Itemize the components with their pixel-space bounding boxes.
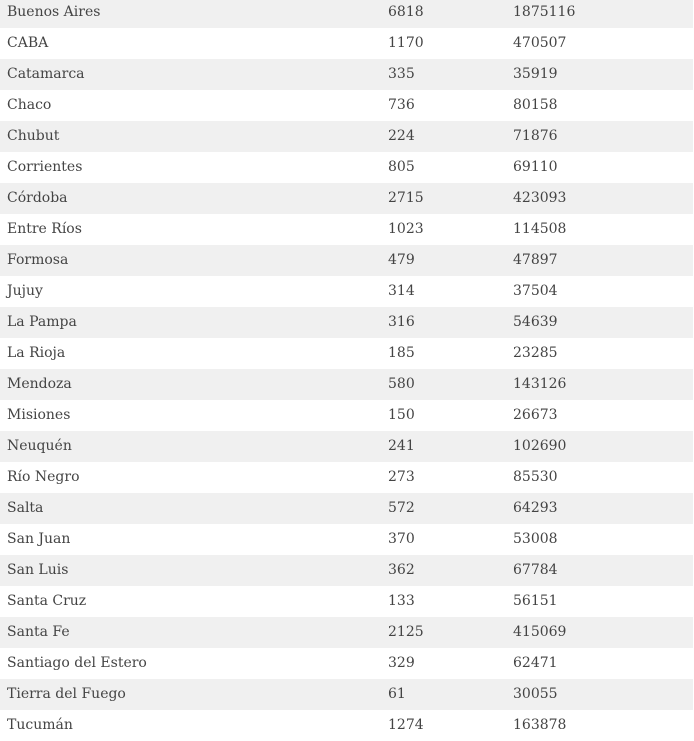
province-name: Tucumán	[7, 717, 73, 733]
value-column-1: 805	[388, 159, 415, 175]
province-name: Neuquén	[7, 438, 72, 454]
value-column-2: 71876	[513, 128, 558, 144]
value-column-2: 23285	[513, 345, 558, 361]
province-name: Río Negro	[7, 469, 80, 485]
province-name: La Rioja	[7, 345, 66, 361]
province-name: Corrientes	[7, 159, 83, 175]
value-column-1: 479	[388, 252, 415, 268]
value-column-2: 35919	[513, 66, 558, 82]
province-name: Entre Ríos	[7, 221, 82, 237]
province-name: Córdoba	[7, 190, 68, 206]
table-row	[0, 462, 693, 493]
value-column-1: 329	[388, 655, 415, 671]
province-name: Tierra del Fuego	[7, 686, 126, 702]
table-row	[0, 152, 693, 183]
value-column-2: 53008	[513, 531, 558, 547]
value-column-1: 224	[388, 128, 415, 144]
value-column-2: 26673	[513, 407, 558, 423]
province-name: Santa Cruz	[7, 593, 87, 609]
province-name: La Pampa	[7, 314, 77, 330]
table-row	[0, 276, 693, 307]
table-row	[0, 121, 693, 152]
value-column-1: 1170	[388, 35, 424, 51]
province-name: Jujuy	[7, 283, 43, 299]
table-row	[0, 431, 693, 462]
value-column-1: 1274	[388, 717, 424, 733]
value-column-2: 54639	[513, 314, 558, 330]
value-column-2: 102690	[513, 438, 567, 454]
table-row	[0, 710, 693, 741]
value-column-2: 67784	[513, 562, 558, 578]
value-column-1: 316	[388, 314, 415, 330]
value-column-2: 37504	[513, 283, 558, 299]
value-column-1: 370	[388, 531, 415, 547]
value-column-1: 2715	[388, 190, 424, 206]
value-column-2: 163878	[513, 717, 567, 733]
province-name: Misiones	[7, 407, 71, 423]
value-column-1: 580	[388, 376, 415, 392]
table-row	[0, 369, 693, 400]
province-name: Catamarca	[7, 66, 85, 82]
province-name: Formosa	[7, 252, 69, 268]
value-column-2: 415069	[513, 624, 567, 640]
table-row	[0, 648, 693, 679]
table-row	[0, 183, 693, 214]
value-column-1: 314	[388, 283, 415, 299]
table-row	[0, 679, 693, 710]
value-column-2: 80158	[513, 97, 558, 113]
value-column-2: 1875116	[513, 4, 576, 20]
value-column-1: 150	[388, 407, 415, 423]
table-row	[0, 90, 693, 121]
value-column-1: 185	[388, 345, 415, 361]
province-name: Salta	[7, 500, 44, 516]
value-column-2: 470507	[513, 35, 567, 51]
value-column-2: 56151	[513, 593, 558, 609]
province-name: Santiago del Estero	[7, 655, 147, 671]
value-column-2: 62471	[513, 655, 558, 671]
value-column-2: 143126	[513, 376, 567, 392]
value-column-1: 6818	[388, 4, 424, 20]
value-column-1: 2125	[388, 624, 424, 640]
value-column-2: 64293	[513, 500, 558, 516]
table-row	[0, 59, 693, 90]
value-column-2: 47897	[513, 252, 558, 268]
value-column-1: 241	[388, 438, 415, 454]
value-column-2: 423093	[513, 190, 567, 206]
table-row	[0, 493, 693, 524]
province-name: Chaco	[7, 97, 52, 113]
table-row	[0, 0, 693, 28]
table-row	[0, 28, 693, 59]
table-row	[0, 617, 693, 648]
table-row	[0, 214, 693, 245]
value-column-1: 736	[388, 97, 415, 113]
table-row	[0, 555, 693, 586]
province-name: Mendoza	[7, 376, 72, 392]
table-row	[0, 586, 693, 617]
value-column-1: 273	[388, 469, 415, 485]
value-column-2: 69110	[513, 159, 558, 175]
province-name: San Juan	[7, 531, 71, 547]
value-column-2: 85530	[513, 469, 558, 485]
province-name: Santa Fe	[7, 624, 70, 640]
value-column-2: 114508	[513, 221, 567, 237]
value-column-1: 133	[388, 593, 415, 609]
value-column-1: 1023	[388, 221, 424, 237]
value-column-2: 30055	[513, 686, 558, 702]
province-name: CABA	[7, 35, 49, 51]
value-column-1: 335	[388, 66, 415, 82]
table-row	[0, 400, 693, 431]
value-column-1: 362	[388, 562, 415, 578]
province-name: Buenos Aires	[7, 4, 101, 20]
value-column-1: 572	[388, 500, 415, 516]
table-row	[0, 307, 693, 338]
province-name: San Luis	[7, 562, 69, 578]
table-row	[0, 338, 693, 369]
province-name: Chubut	[7, 128, 60, 144]
table-row	[0, 524, 693, 555]
value-column-1: 61	[388, 686, 406, 702]
table-row	[0, 245, 693, 276]
